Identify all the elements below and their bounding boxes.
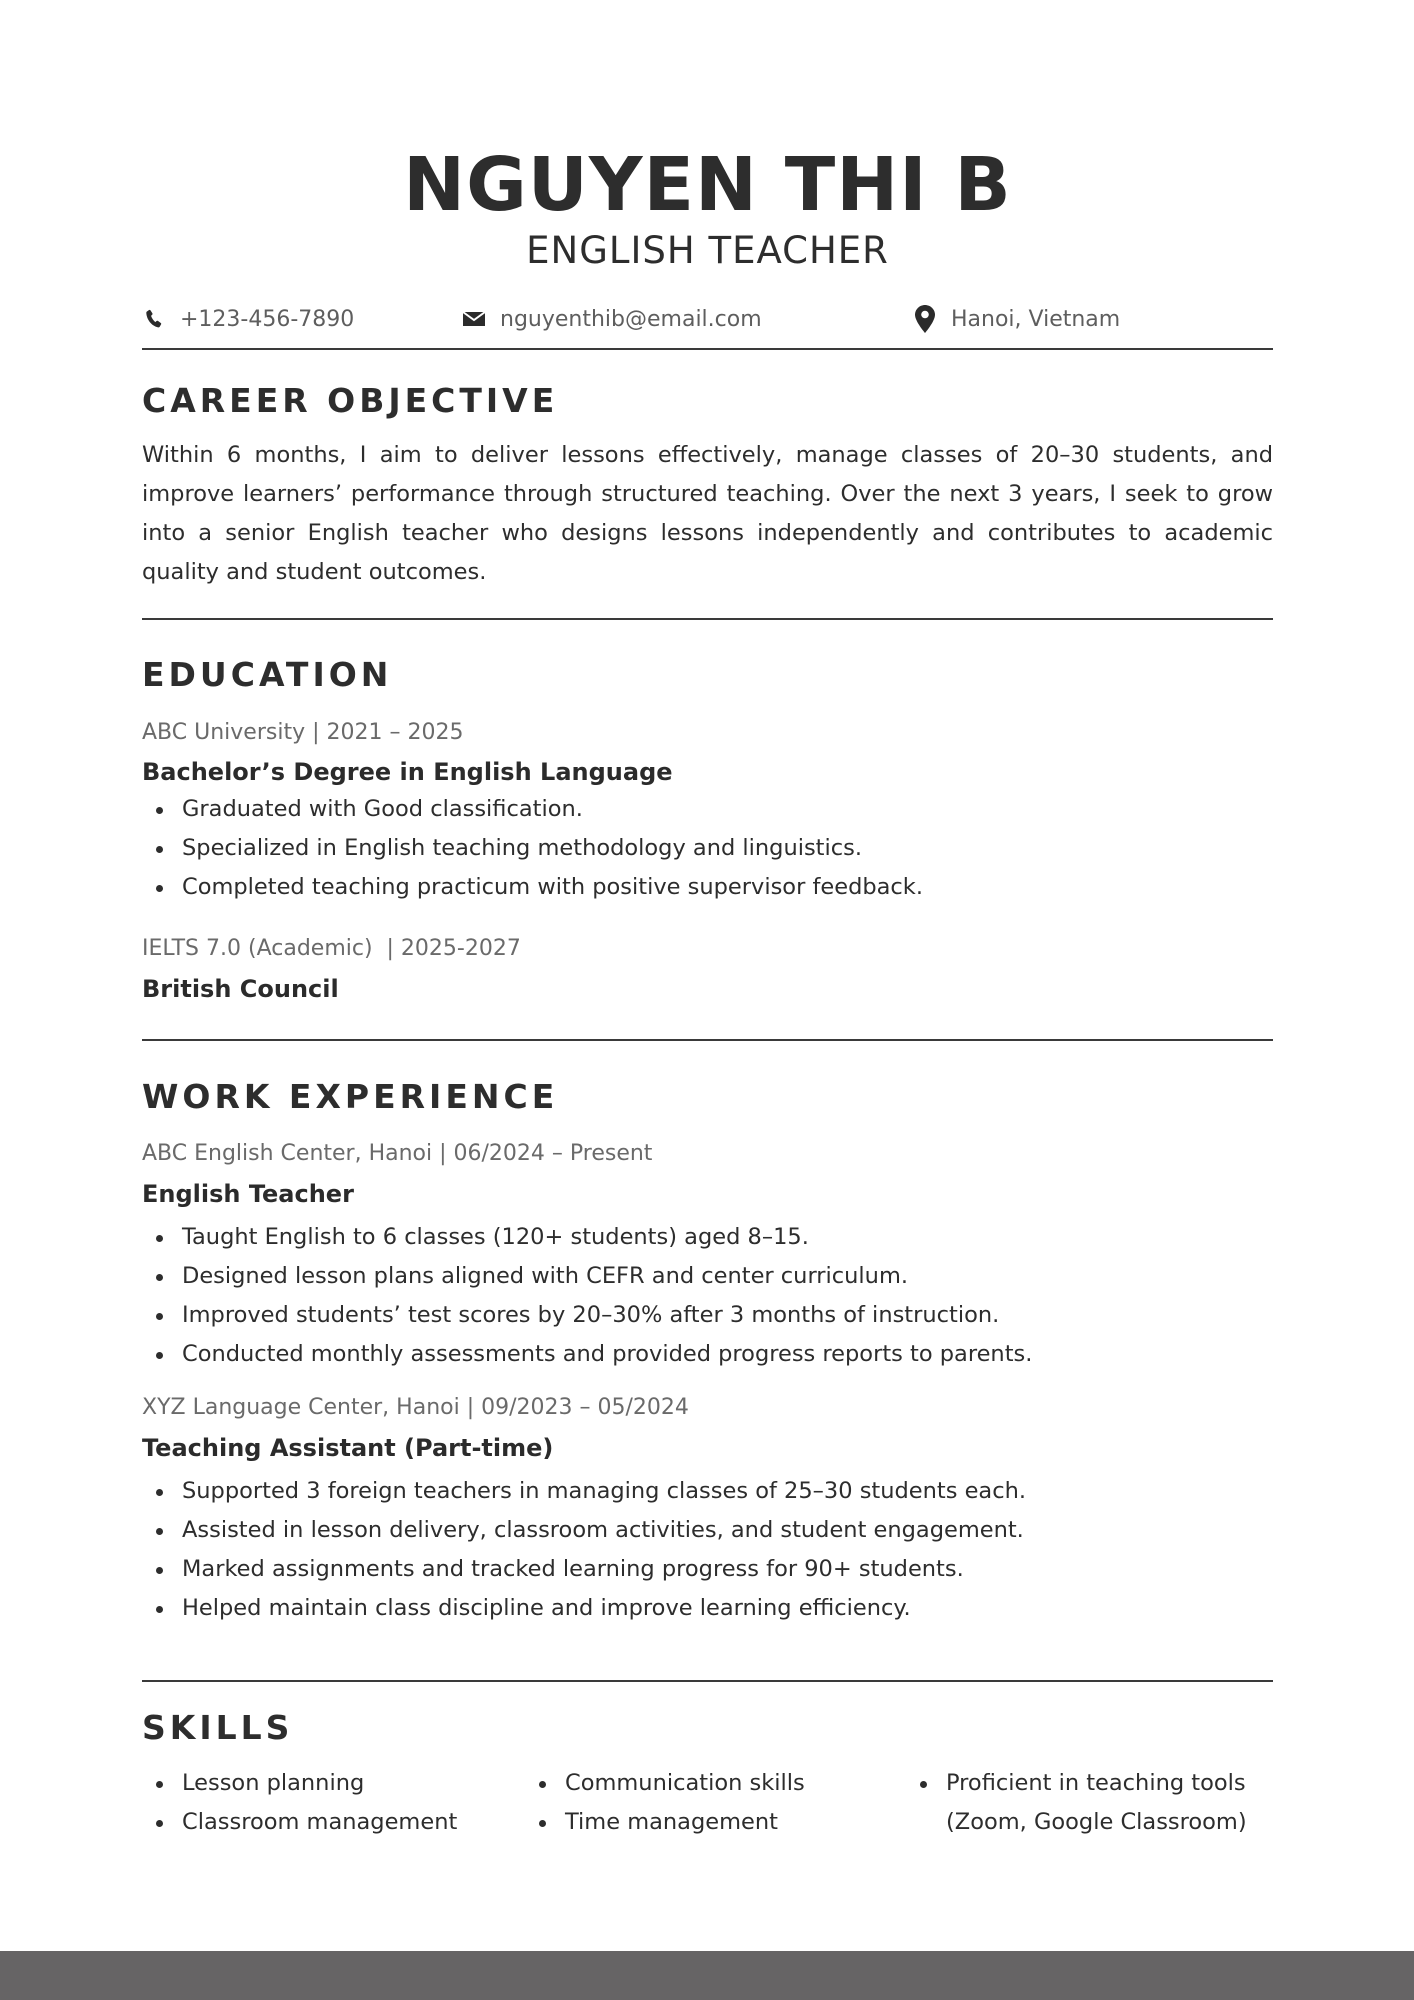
candidate-name: NGUYEN THI B bbox=[403, 142, 1012, 228]
job-title: Teaching Assistant (Part-time) bbox=[142, 1434, 554, 1462]
skill-item: Communication skills bbox=[525, 1764, 805, 1803]
education-bullets bbox=[142, 790, 923, 907]
contact-row bbox=[142, 302, 1273, 336]
education-meta: ABC University | 2021 – 2025 bbox=[142, 720, 464, 745]
divider bbox=[142, 618, 1273, 620]
section-title-education: EDUCATION bbox=[142, 655, 393, 694]
contact-location bbox=[913, 302, 1120, 336]
candidate-role: ENGLISH TEACHER bbox=[526, 229, 889, 272]
certification-meta: IELTS 7.0 (Academic) | 2025-2027 bbox=[142, 936, 521, 961]
divider bbox=[142, 1039, 1273, 1041]
list-item: Graduated with Good classification. bbox=[142, 790, 923, 829]
phone-text: +123-456-7890 bbox=[180, 306, 355, 332]
email-text: nguyenthib@email.com bbox=[500, 306, 762, 332]
certification-issuer: British Council bbox=[142, 975, 339, 1003]
skill-item: Time management bbox=[525, 1803, 805, 1842]
list-item: Improved students’ test scores by 20–30% after 3 months of instruction. bbox=[142, 1296, 1032, 1335]
skill-item-continuation: (Zoom, Google Classroom) bbox=[946, 1809, 1247, 1835]
phone-icon bbox=[142, 307, 166, 331]
section-title-career-objective: CAREER OBJECTIVE bbox=[142, 381, 559, 420]
skills-column-3 bbox=[906, 1764, 1247, 1842]
divider bbox=[142, 348, 1273, 350]
section-title-work-experience: WORK EXPERIENCE bbox=[142, 1077, 559, 1116]
map-pin-icon bbox=[913, 307, 937, 331]
job-title: English Teacher bbox=[142, 1180, 354, 1208]
skill-item: Proficient in teaching tools bbox=[906, 1764, 1247, 1803]
list-item: Taught English to 6 classes (120+ students) aged 8–15. bbox=[142, 1218, 1032, 1257]
skill-item: Lesson planning bbox=[142, 1764, 457, 1803]
list-item: Conducted monthly assessments and provided progress reports to parents. bbox=[142, 1335, 1032, 1374]
job-meta: XYZ Language Center, Hanoi | 09/2023 – 05/2024 bbox=[142, 1395, 689, 1420]
skills-column-2 bbox=[525, 1764, 805, 1842]
section-title-skills: SKILLS bbox=[142, 1708, 294, 1747]
list-item: Completed teaching practicum with positive supervisor feedback. bbox=[142, 868, 923, 907]
list-item: Marked assignments and tracked learning progress for 90+ students. bbox=[142, 1550, 1026, 1589]
list-item: Helped maintain class discipline and improve learning efficiency. bbox=[142, 1589, 1026, 1628]
footer-bar bbox=[0, 1951, 1414, 2000]
job-bullets bbox=[142, 1218, 1032, 1374]
list-item: Assisted in lesson delivery, classroom activities, and student engagement. bbox=[142, 1511, 1026, 1550]
contact-phone bbox=[142, 302, 354, 336]
skill-item: Classroom management bbox=[142, 1803, 457, 1842]
job-meta: ABC English Center, Hanoi | 06/2024 – Present bbox=[142, 1141, 653, 1166]
career-objective-text: Within 6 months, I aim to deliver lessons effectively, manage classes of 20–30 students, and improve learners’ performance through structured teaching. Over the next 3 years, I seek to grow into a senior English teacher who designs lessons independently and contributes to academic quality and student outcomes. bbox=[142, 442, 1273, 585]
mail-icon bbox=[462, 307, 486, 331]
list-item: Specialized in English teaching methodology and linguistics. bbox=[142, 829, 923, 868]
location-text: Hanoi, Vietnam bbox=[951, 306, 1121, 332]
job-bullets bbox=[142, 1472, 1026, 1628]
contact-email bbox=[462, 302, 762, 336]
list-item: Supported 3 foreign teachers in managing classes of 25–30 students each. bbox=[142, 1472, 1026, 1511]
skills-column-1 bbox=[142, 1764, 457, 1842]
list-item: Designed lesson plans aligned with CEFR and center curriculum. bbox=[142, 1257, 1032, 1296]
divider bbox=[142, 1680, 1273, 1682]
education-degree: Bachelor’s Degree in English Language bbox=[142, 758, 673, 786]
